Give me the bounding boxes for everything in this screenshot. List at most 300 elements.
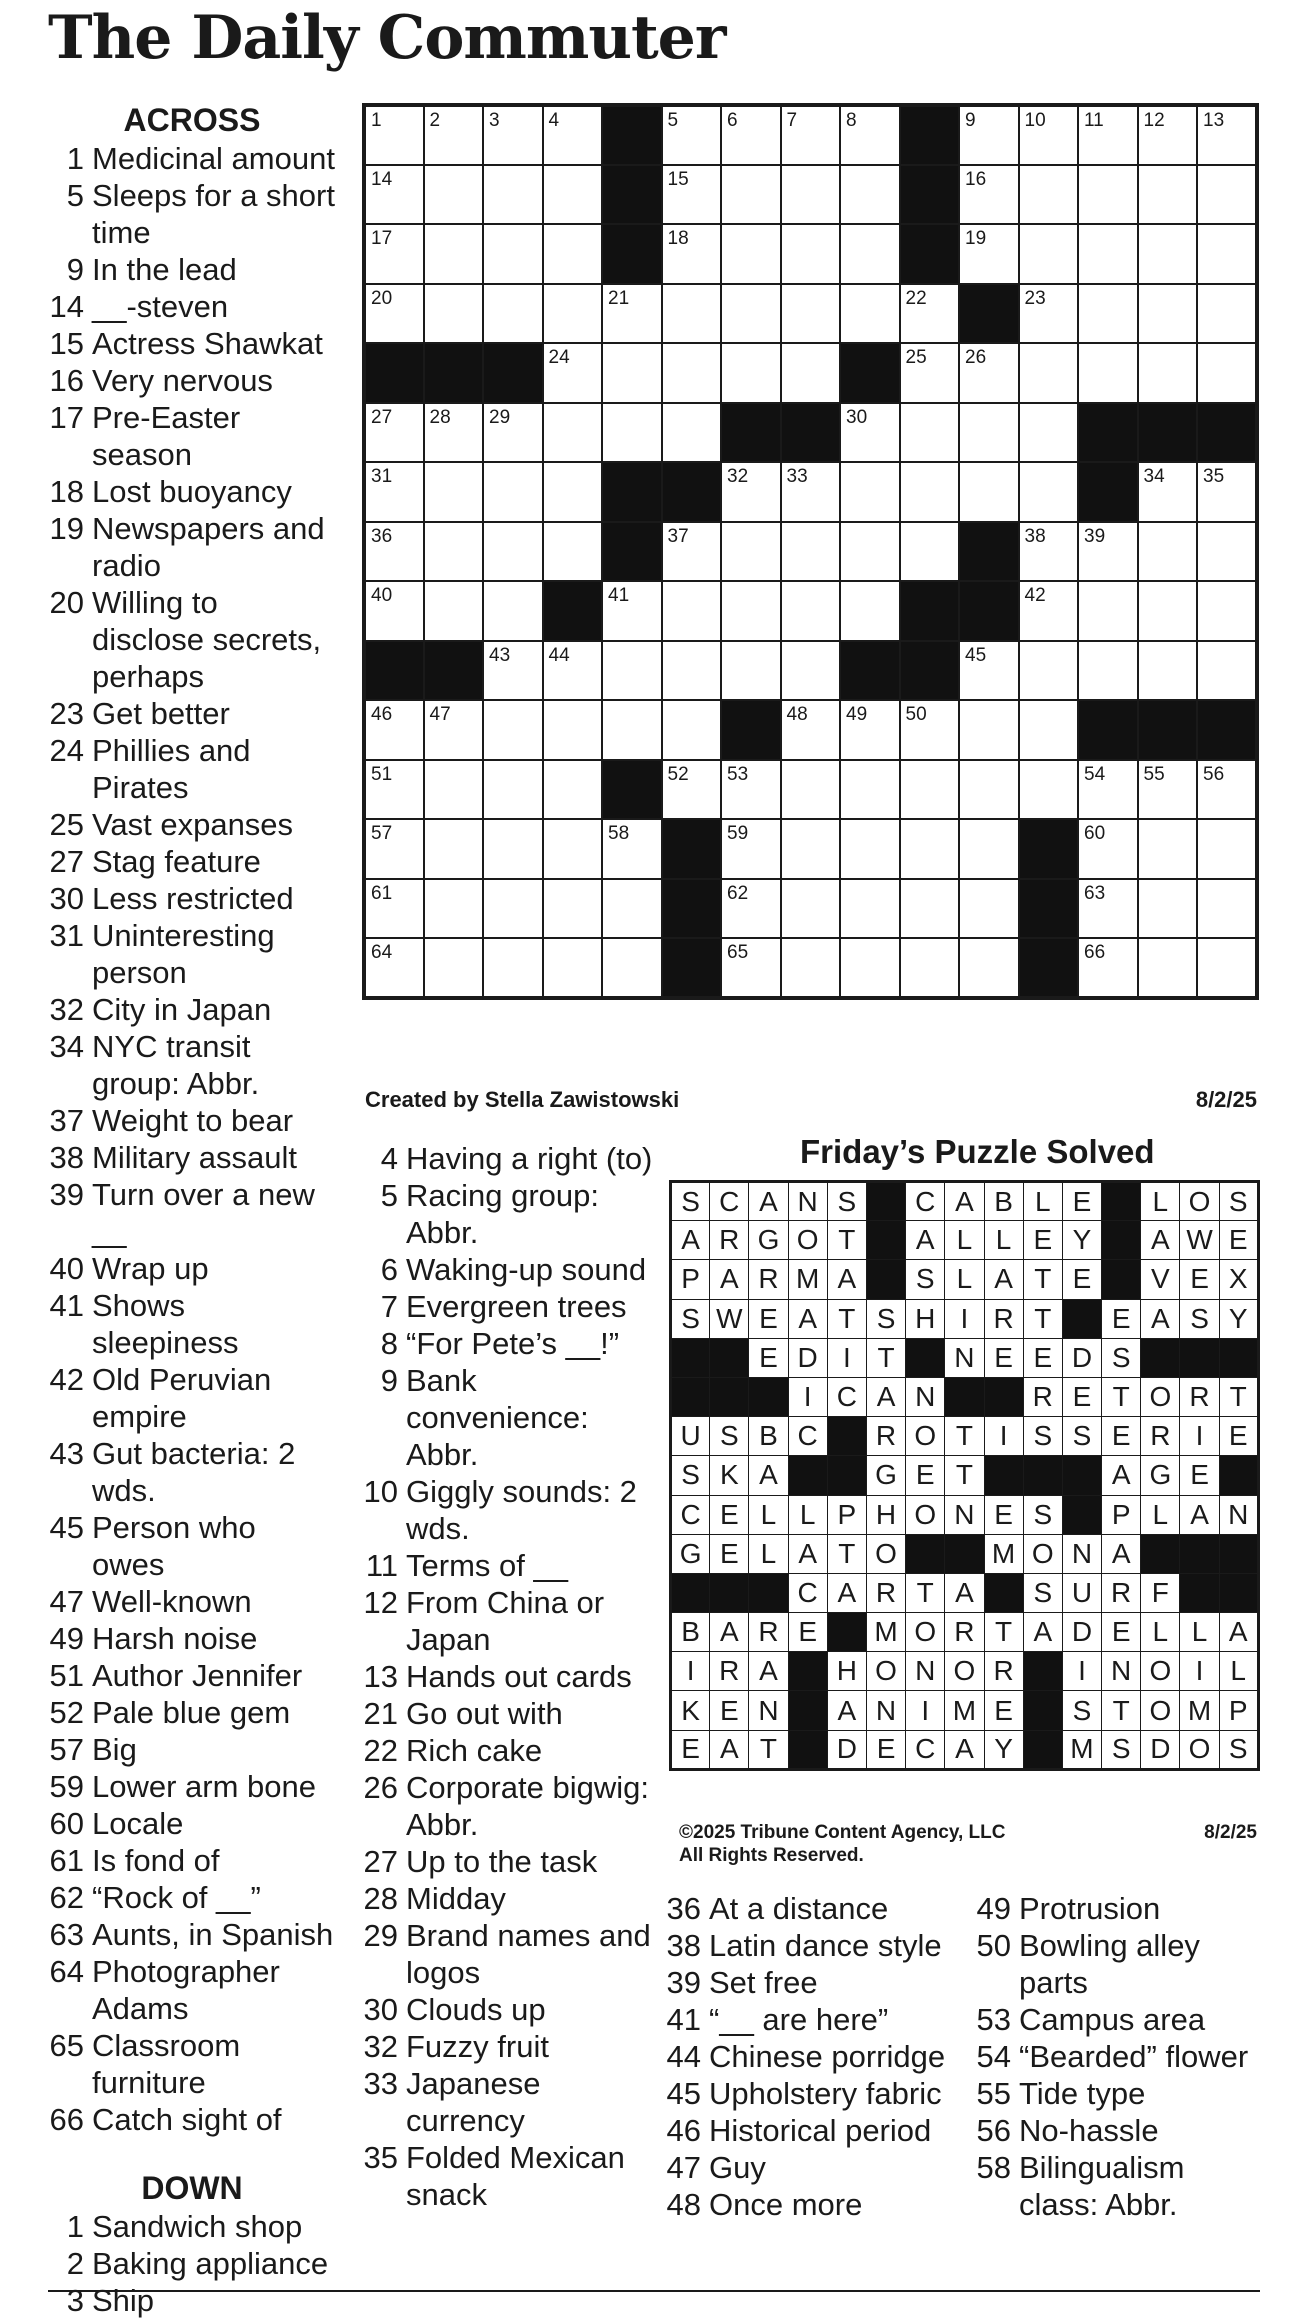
clue-number: 46 [666,2113,701,2148]
grid-cell [721,879,781,939]
clue-text: Person who owes [92,1510,256,1582]
clue-item [48,584,336,695]
solution-date: 8/2/25 [1204,1822,1257,1843]
solution-cell: V [1141,1260,1180,1299]
solution-cell: O [906,1613,945,1652]
grid-cell [781,581,841,641]
solution-cell: T [945,1417,984,1456]
clue-text: Once more [709,2187,863,2222]
solution-cell: S [671,1456,710,1495]
solution-black-square [827,1417,866,1456]
grid-cell [424,522,484,582]
clue-item [356,2028,654,2065]
clue-number: 49 [49,1621,84,1656]
clue-number: 55 [976,2076,1011,2111]
solution-cell: M [788,1260,827,1299]
clue-item [48,732,336,806]
clue-text: Vast expanses [92,807,294,842]
clue-item [356,1288,654,1325]
clue-number: 14 [49,289,84,324]
down-heading: DOWN [141,2170,243,2206]
solution-cell: A [827,1573,866,1612]
solution-cell: S [1219,1730,1258,1769]
black-square [662,462,722,522]
solution-cell: S [1062,1417,1101,1456]
solution-cell: C [710,1182,749,1221]
clue-number: 35 [363,2140,398,2175]
grid-cell [662,581,722,641]
clue-number: 60 [49,1806,84,1841]
clue-text: Bank convenience: Abbr. [406,1363,589,1472]
solution-cell: A [1141,1299,1180,1338]
black-square [424,343,484,403]
grid-cell [1138,581,1198,641]
solution-cell: B [671,1613,710,1652]
grid-cell [1019,165,1079,225]
clue-number: 9 [66,252,84,287]
solution-cell: K [710,1456,749,1495]
solution-cell: H [827,1652,866,1691]
grid-cell [543,700,603,760]
clue-text: Military assault [92,1140,297,1175]
solution-black-square [710,1338,749,1377]
clue-text: Turn over a new __ [92,1177,315,1249]
clue-item [356,1325,654,1362]
grid-cell [840,284,900,344]
clue-text: Classroom furniture [92,2028,241,2100]
grid-cell [483,938,543,998]
clue-number: 9 [380,1363,398,1398]
grid-cell [662,224,722,284]
clue-text: Ship [92,2283,155,2318]
cell-number: 61 [371,882,393,904]
grid-cell [543,879,603,939]
grid-cell [662,403,722,463]
solution-cell: A [1141,1221,1180,1260]
clue-item [356,1251,654,1288]
black-square [1019,938,1079,998]
grid-cell [1138,224,1198,284]
clue-number: 66 [49,2102,84,2137]
clue-item [665,1964,965,2001]
grid-cell [1078,819,1138,879]
clue-item [48,1028,336,1102]
grid-cell [900,522,960,582]
solution-cell: O [788,1221,827,1260]
clue-item [48,362,336,399]
solution-cell: O [1141,1377,1180,1416]
clue-number: 16 [49,363,84,398]
page-title: The Daily Commuter [48,3,726,73]
clue-item [48,1620,336,1657]
grid-cell [900,403,960,463]
clue-number: 3 [66,2283,84,2318]
clue-number: 19 [49,511,84,546]
grid-cell [1197,224,1257,284]
solution-cell: R [710,1652,749,1691]
grid-cell [543,938,603,998]
black-square [781,403,841,463]
solution-cell: S [1180,1299,1219,1338]
clue-item [975,1890,1255,1927]
clue-text: __-steven [92,289,229,324]
cell-number: 31 [371,466,393,487]
solution-black-square [788,1652,827,1691]
black-square [721,700,781,760]
clue-text: “For Pete’s __!” [406,1326,620,1361]
black-square [900,105,960,165]
solution-cell: N [906,1652,945,1691]
solution-cell: A [749,1456,788,1495]
solution-cell: G [1141,1456,1180,1495]
black-square [1197,403,1257,463]
solution-cell: O [906,1495,945,1534]
clue-text: “Bearded” flower [1019,2039,1249,2074]
solution-cell: M [1180,1691,1219,1730]
cell-number: 6 [727,110,738,131]
grid-cell [602,581,662,641]
clue-item [975,2149,1255,2223]
grid-cell [959,343,1019,403]
clue-item [48,2245,336,2282]
grid-cell [840,165,900,225]
grid-cell [424,403,484,463]
solution-black-square [984,1573,1023,1612]
solution-black-square [1219,1534,1258,1573]
clue-text: Pre-Easter season [92,400,241,472]
clue-number: 11 [365,1548,398,1583]
clue-item [48,1694,336,1731]
grid-cell [424,105,484,165]
grid-cell [424,224,484,284]
solution-cell: S [906,1260,945,1299]
solution-cell: P [671,1260,710,1299]
clue-item [665,2149,965,2186]
solution-cell: D [1062,1613,1101,1652]
clue-text: Wrap up [92,1251,209,1286]
clue-number: 18 [49,474,84,509]
clue-number: 38 [49,1140,84,1175]
grid-cell [1138,522,1198,582]
black-square [662,879,722,939]
cell-number: 46 [371,704,393,725]
grid-cell [602,819,662,879]
solution-cell: A [827,1260,866,1299]
solution-cell: L [984,1221,1023,1260]
clue-item [48,140,336,177]
grid-cell [364,522,424,582]
solution-cell: O [1180,1182,1219,1221]
solution-cell: E [1062,1260,1101,1299]
solution-cell: P [827,1495,866,1534]
black-square [602,462,662,522]
grid-cell [543,224,603,284]
grid-cell [364,284,424,344]
solution-cell: A [788,1534,827,1573]
grid-cell [1197,641,1257,701]
solution-cell: O [1023,1534,1062,1573]
down-column-2 [356,1140,654,2213]
cell-number: 21 [608,287,630,309]
grid-cell [602,700,662,760]
grid-cell [424,879,484,939]
grid-cell [721,819,781,879]
clue-text: Well-known [92,1584,252,1619]
grid-cell [1197,105,1257,165]
cell-number: 22 [905,287,927,309]
clue-item [48,251,336,288]
cell-number: 8 [846,110,857,131]
clue-item [48,399,336,473]
grid-cell [602,343,662,403]
clue-item [48,1953,336,2027]
grid-cell [959,760,1019,820]
grid-cell [840,938,900,998]
clue-number: 58 [976,2150,1011,2185]
clue-number: 62 [49,1880,84,1915]
solution-cell: A [710,1260,749,1299]
solution-black-square [1219,1456,1258,1495]
solution-black-square [827,1613,866,1652]
solution-cell: C [906,1730,945,1769]
grid-cell [900,284,960,344]
solution-black-square [1062,1299,1101,1338]
solution-cell: L [1141,1495,1180,1534]
clue-number: 37 [49,1103,84,1138]
grid-cell [1197,165,1257,225]
clue-item [48,2282,336,2319]
cell-number: 11 [1084,110,1104,131]
clue-text: “__ are here” [709,2002,889,2037]
down-clue-list-4 [975,1890,1255,2223]
solution-cell: E [1102,1299,1141,1338]
grid-cell [840,522,900,582]
solution-cell: E [749,1299,788,1338]
solution-black-square [945,1534,984,1573]
cell-number: 25 [905,347,927,368]
cell-number: 13 [1203,110,1225,131]
clue-text: Having a right (to) [406,1141,653,1176]
solution-cell: T [827,1221,866,1260]
clue-item [356,1695,654,1732]
across-heading: ACROSS [123,102,261,138]
grid-cell [959,819,1019,879]
solution-cell: O [945,1652,984,1691]
grid-cell [1078,938,1138,998]
puzzle-date: 8/2/25 [1195,1087,1257,1112]
cell-number: 27 [371,406,393,428]
grid-cell [543,284,603,344]
grid-cell [602,938,662,998]
clue-text: Is fond of [92,1843,220,1878]
clue-number: 40 [49,1251,84,1286]
grid-cell [1138,462,1198,522]
solution-copyright: ©2025 Tribune Content Agency, LLC [679,1822,1006,1843]
cell-number: 5 [667,110,679,131]
clue-item [975,1927,1255,2001]
clue-item [48,843,336,880]
black-square [483,343,543,403]
clue-number: 57 [49,1732,84,1767]
grid-cell [781,462,841,522]
solution-cell: A [1180,1495,1219,1534]
cell-number: 43 [489,644,511,666]
clue-number: 1 [66,2209,84,2244]
clue-text: Campus area [1019,2002,1206,2037]
cell-number: 36 [371,525,393,547]
solution-cell: S [1102,1730,1141,1769]
black-square [1078,462,1138,522]
solution-black-square [1102,1182,1141,1221]
grid-cell [662,522,722,582]
clue-text: Waking-up sound [406,1252,647,1287]
solution-cell: R [749,1613,788,1652]
solution-cell: C [671,1495,710,1534]
grid-cell [483,522,543,582]
cell-number: 53 [727,763,749,785]
across-column [48,100,336,2319]
grid-cell [721,938,781,998]
solution-cell: E [906,1456,945,1495]
clue-text: Harsh noise [92,1621,258,1656]
cell-number: 7 [786,110,798,131]
solution-cell: G [866,1456,905,1495]
clue-text: Rich cake [406,1733,543,1768]
black-square [900,165,960,225]
solution-cell: I [1062,1652,1101,1691]
solution-cell: E [710,1691,749,1730]
black-square [602,105,662,165]
grid-cell [781,522,841,582]
down-clue-list-2 [356,1140,654,2213]
clue-item [48,1361,336,1435]
solution-cell: D [1141,1730,1180,1769]
clue-text: Newspapers and radio [92,511,325,583]
clue-text: Bilingualism class: Abbr. [1019,2150,1185,2222]
grid-cell [662,641,722,701]
grid-cell [1197,879,1257,939]
bottom-rule [48,2290,1260,2292]
grid-cell [662,105,722,165]
black-square [840,641,900,701]
solution-black-square [1141,1338,1180,1377]
clue-item [48,1250,336,1287]
clue-text: Tide type [1019,2076,1146,2111]
grid-cell [602,879,662,939]
grid-cell [424,581,484,641]
solution-cell: N [788,1182,827,1221]
solution-cell: A [945,1573,984,1612]
solution-cell: W [1180,1221,1219,1260]
grid-cell [1078,522,1138,582]
solution-black-square [749,1573,788,1612]
cell-number: 23 [1024,287,1046,309]
clue-number: 24 [49,733,84,768]
black-square [1078,700,1138,760]
grid-cell [840,403,900,463]
grid-cell [721,760,781,820]
grid-cell [662,165,722,225]
grid-cell [781,284,841,344]
grid-cell [543,522,603,582]
solution-cell: R [1023,1377,1062,1416]
clue-text: “Rock of __” [92,1880,261,1915]
grid-cell [781,819,841,879]
solution-cell: N [866,1691,905,1730]
black-square [840,343,900,403]
clue-item [665,1890,965,1927]
grid-cell [662,343,722,403]
clue-item [356,1140,654,1177]
solution-cell: T [1102,1691,1141,1730]
grid-cell [781,105,841,165]
solution-cell: A [827,1691,866,1730]
clue-text: Old Peruvian empire [92,1362,272,1434]
solution-rights: All Rights Reserved. [679,1845,864,1866]
clue-number: 43 [49,1436,84,1471]
cell-number: 38 [1024,525,1046,547]
solution-cell: T [827,1534,866,1573]
grid-cell [1138,938,1198,998]
grid-cell [900,760,960,820]
solution-cell: S [671,1182,710,1221]
clue-text: Weight to bear [92,1103,294,1138]
clue-text: Brand names and logos [406,1918,651,1990]
solution-cell: N [1062,1534,1101,1573]
clue-number: 30 [363,1992,398,2027]
grid-cell [1138,105,1198,165]
cell-number: 47 [429,704,451,725]
solution-cell: T [984,1613,1023,1652]
solution-black-square [1102,1260,1141,1299]
solution-cell: S [710,1417,749,1456]
clue-item [356,1177,654,1251]
solution-cell: E [671,1730,710,1769]
grid-cell [781,343,841,403]
grid-cell [1019,343,1079,403]
clue-item [48,2101,336,2138]
grid-cell [1019,581,1079,641]
solution-black-square [788,1456,827,1495]
clue-number: 53 [976,2002,1011,2037]
clue-text: Terms of __ [406,1548,568,1583]
solution-cell: B [749,1417,788,1456]
grid-cell [840,760,900,820]
solution-black-square [866,1182,905,1221]
clue-text: Catch sight of [92,2102,282,2137]
solution-black-square [984,1456,1023,1495]
solution-cell: N [906,1377,945,1416]
solution-cell: I [945,1299,984,1338]
clue-text: Chinese porridge [709,2039,946,2074]
solution-title: Friday’s Puzzle Solved [800,1133,1155,1170]
black-square [721,403,781,463]
clue-number: 25 [49,807,84,842]
grid-cell [483,700,543,760]
black-square [1019,879,1079,939]
solution-cell: S [671,1299,710,1338]
clue-number: 30 [49,881,84,916]
clue-item [48,695,336,732]
grid-cell [364,700,424,760]
clue-text: Upholstery fabric [709,2076,942,2111]
solution-cell: I [906,1691,945,1730]
clue-number: 44 [666,2039,701,2074]
grid-cell [1197,343,1257,403]
grid-cell [483,462,543,522]
solution-cell: A [749,1652,788,1691]
solution-cell: R [866,1417,905,1456]
